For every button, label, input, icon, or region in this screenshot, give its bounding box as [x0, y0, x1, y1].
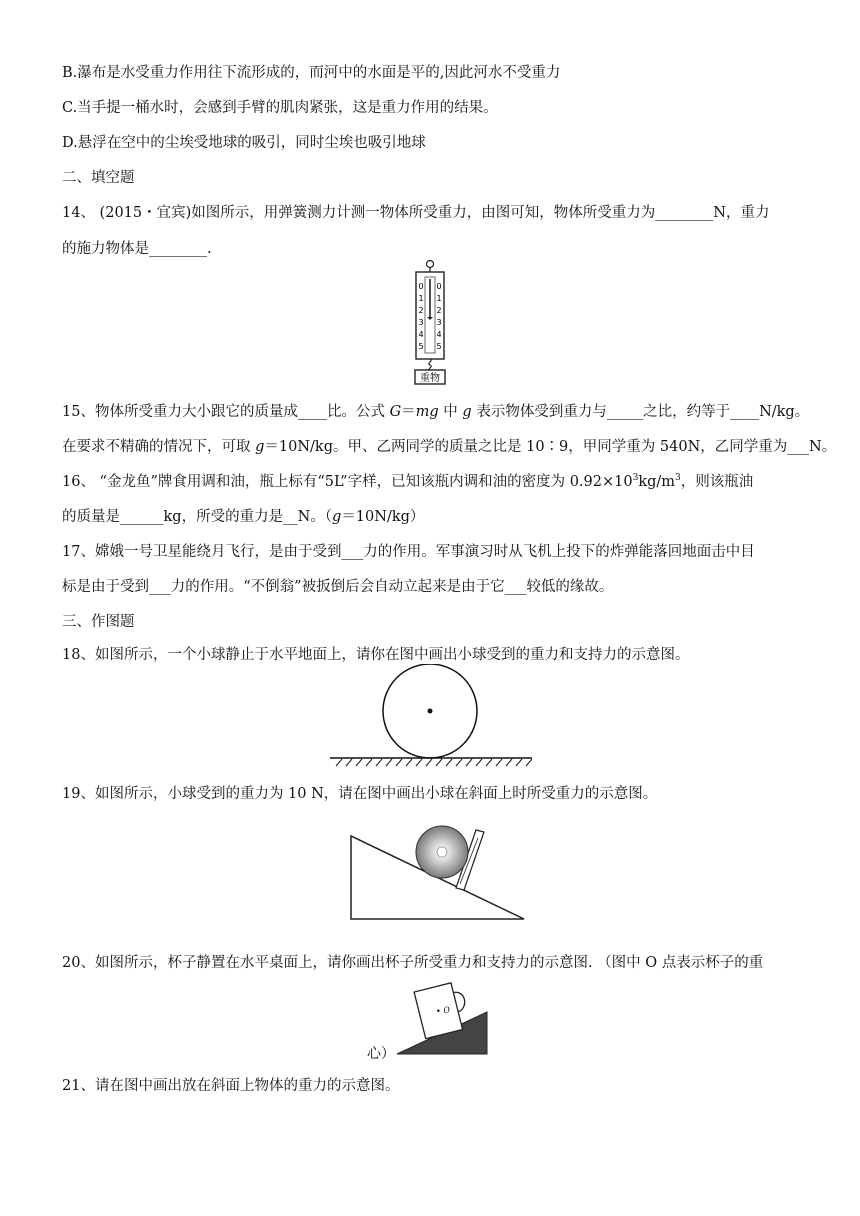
cup	[414, 981, 471, 1039]
scale-left-2: 2	[418, 306, 424, 315]
scale-right-3: 3	[436, 318, 442, 327]
scale-right-1: 1	[436, 294, 442, 303]
q17-line1: 17、嫦娥一号卫星能绕月飞行，是由于受到___力的作用。军事演习时从飞机上投下的炸弹能落回地面击中目	[62, 544, 755, 560]
q14-line1: 14、 (2015・宜宾)如图所示，用弹簧测力计测一物体所受重力，由图可知，物体所受重力为________N，重力	[62, 205, 770, 221]
q16-line2: 的质量是______kg，所受的重力是__N。（g＝10N/kg）	[62, 509, 425, 525]
scale-right-5: 5	[436, 342, 442, 351]
option-d: D.悬浮在空中的尘埃受地球的吸引，同时尘埃也吸引地球	[62, 135, 426, 151]
section-draw-heading: 三、作图题	[62, 614, 135, 630]
scale-right-2: 2	[436, 306, 442, 315]
scale-left-3: 3	[418, 318, 424, 327]
ground-hatching	[336, 759, 532, 766]
scale-left-5: 5	[418, 342, 424, 351]
q21-line1: 21、请在图中画出放在斜面上物体的重力的示意图。	[62, 1078, 400, 1094]
q15-line2: 在要求不精确的情况下，可取 g＝10N/kg。甲、乙两同学的质量之比是 10∶9，甲同学重为 540N，乙同学重为___N。	[62, 439, 837, 455]
scale-ring	[427, 261, 434, 268]
option-b: B.瀑布是水受重力作用往下流形成的，而河中的水面是平的,因此河水不受重力	[62, 65, 561, 81]
spring-scale-figure	[412, 259, 448, 385]
q15-line1: 15、物体所受重力大小跟它的质量成____比。公式 G＝mg 中 g 表示物体受到重力与_____之比，约等于____N/kg。	[62, 404, 810, 420]
ball-on-ground-figure	[330, 664, 532, 770]
scale-left-0: 0	[418, 282, 424, 291]
section-fill-heading: 二、填空题	[62, 170, 135, 186]
scale-left-1: 1	[418, 294, 424, 303]
scale-right-0: 0	[436, 282, 442, 291]
weight-label: 重物	[420, 373, 440, 384]
q16-line1: 16、 “金龙鱼”牌食用调和油，瓶上标有“5L”字样，已知该瓶内调和油的密度为 $0.92\times 10^3kg/m^3$，则该瓶油	[62, 473, 754, 490]
scale-left-4: 4	[418, 330, 424, 339]
ball-center	[428, 709, 433, 714]
q19-line1: 19、如图所示，小球受到的重力为 10 N，请在图中画出小球在斜面上时所受重力的示意图。	[62, 786, 658, 802]
ball-on-incline-figure	[348, 820, 528, 922]
scale-right-4: 4	[436, 330, 442, 339]
cup-on-incline-figure	[395, 980, 491, 1058]
q14-line2: 的施力物体是________.	[62, 241, 212, 257]
cup-center-label: O	[442, 1005, 452, 1016]
q20-continuation: 心）	[367, 1046, 395, 1062]
scale-hook	[429, 359, 431, 371]
q18-line1: 18、如图所示，一个小球静止于水平地面上，请你在图中画出小球受到的重力和支持力的示意图。	[62, 647, 690, 663]
option-c: C.当手提一桶水时，会感到手臂的肌肉紧张，这是重力作用的结果。	[62, 100, 498, 116]
q20-line1: 20、如图所示，杯子静置在水平桌面上，请你画出杯子所受重力和支持力的示意图. （图中 O 点表示杯子的重	[62, 955, 764, 971]
q17-line2: 标是由于受到___力的作用。“不倒翁”被扳倒后会自动立起来是由于它___较低的缘故。	[62, 579, 614, 595]
ball-highlight	[437, 847, 447, 857]
